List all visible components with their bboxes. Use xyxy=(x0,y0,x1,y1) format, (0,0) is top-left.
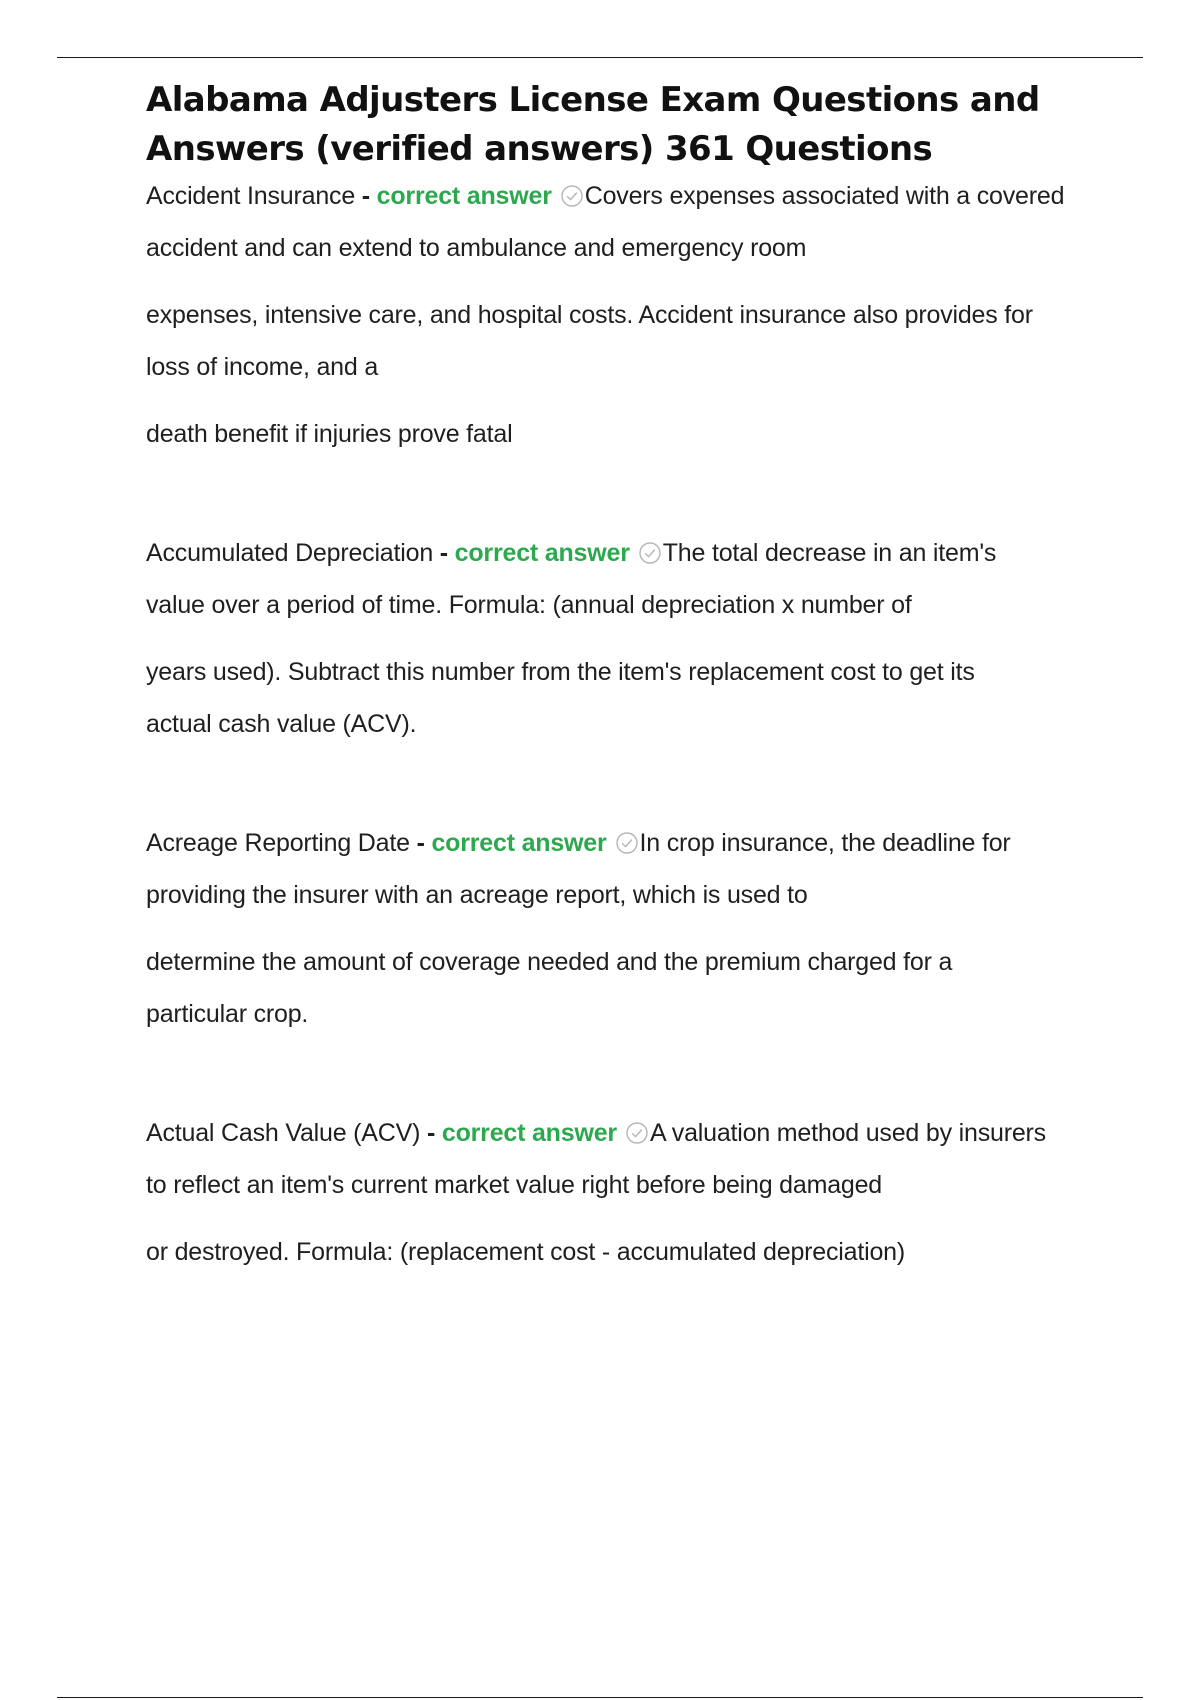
entry-answer-line: death benefit if injuries prove fatal xyxy=(146,420,513,448)
correct-answer-label: correct answer xyxy=(431,829,607,857)
entry-answer-line: actual cash value (ACV). xyxy=(146,710,417,738)
correct-answer-label: correct answer xyxy=(454,539,630,567)
entry-answer-line: loss of income, and a xyxy=(146,353,379,381)
entry-answer-line: Covers expenses associated with a covered xyxy=(584,182,1065,210)
entry-first-line xyxy=(146,533,1096,573)
entry-term: Accumulated Depreciation xyxy=(146,539,434,567)
correct-answer-label: correct answer xyxy=(376,182,552,210)
entry-answer-line: providing the insurer with an acreage report, which is used to xyxy=(146,881,808,909)
verified-check-icon xyxy=(638,541,662,565)
correct-answer-label: correct answer xyxy=(441,1119,617,1147)
verified-check-icon xyxy=(615,831,639,855)
entry-term: Actual Cash Value (ACV) xyxy=(146,1119,421,1147)
entry-first-line xyxy=(146,823,1096,863)
document-body xyxy=(146,76,1096,1272)
entry-answer-line: A valuation method used by insurers xyxy=(649,1119,1046,1147)
entry-answer-line: accident and can extend to ambulance and emergency room xyxy=(146,234,807,262)
entry-first-line xyxy=(146,1113,1096,1153)
bottom-rule xyxy=(57,1697,1143,1698)
term-separator: - xyxy=(433,539,455,567)
verified-check-icon xyxy=(625,1121,649,1145)
entry-answer-line: The total decrease in an item's xyxy=(662,539,997,567)
qa-entry xyxy=(146,823,1096,1034)
title-line-2: Answers (verified answers) 361 Questions xyxy=(146,129,933,169)
entry-answer-line: determine the amount of coverage needed and the premium charged for a xyxy=(146,948,953,976)
entry-answer-line: to reflect an item's current market value right before being damaged xyxy=(146,1171,883,1199)
top-rule xyxy=(57,57,1143,58)
entry-first-line xyxy=(146,176,1096,216)
qa-entry xyxy=(146,1113,1096,1272)
term-separator: - xyxy=(409,829,432,857)
entry-answer-line: In crop insurance, the deadline for xyxy=(639,829,1011,857)
entry-term: Accident Insurance xyxy=(146,182,356,210)
document-title xyxy=(146,76,1096,174)
entry-answer-line: or destroyed. Formula: (replacement cost - accumulated depreciation) xyxy=(146,1238,905,1266)
verified-check-icon xyxy=(560,184,584,208)
entry-answer-line: years used). Subtract this number from the item's replacement cost to get its xyxy=(146,658,975,686)
term-separator: - xyxy=(420,1119,442,1147)
qa-entry xyxy=(146,176,1096,454)
entry-answer-line: value over a period of time. Formula: (annual depreciation x number of xyxy=(146,591,912,619)
entry-answer-line: expenses, intensive care, and hospital costs. Accident insurance also provides for xyxy=(146,301,1033,329)
term-separator: - xyxy=(355,182,377,210)
qa-entry xyxy=(146,533,1096,744)
entry-answer-line: particular crop. xyxy=(146,1000,309,1028)
entry-term: Acreage Reporting Date xyxy=(146,829,410,857)
title-line-1: Alabama Adjusters License Exam Questions and xyxy=(146,80,1040,120)
